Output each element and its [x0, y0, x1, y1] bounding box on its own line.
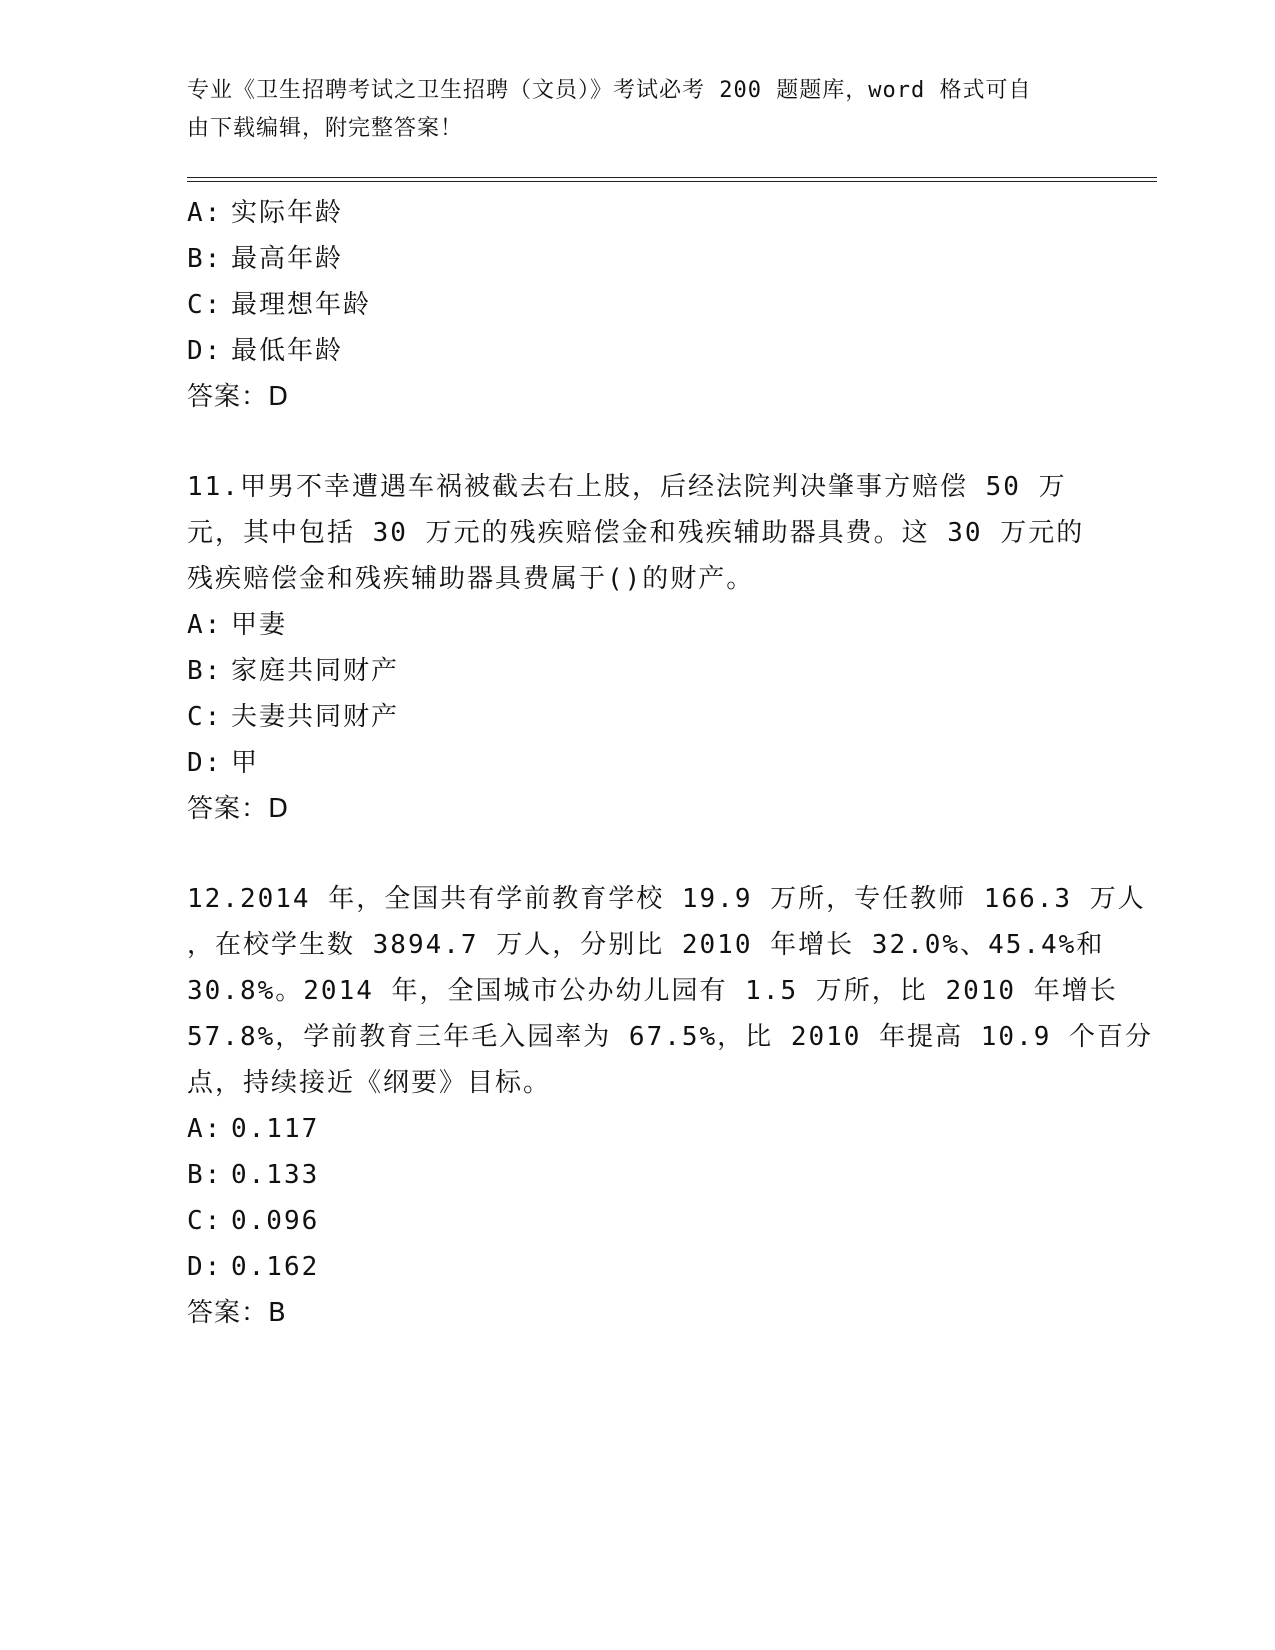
option-d — [187, 740, 1087, 786]
option-text: 0.162 — [231, 1252, 320, 1282]
option-d — [187, 1244, 1087, 1290]
option-text: 家庭共同财产 — [231, 656, 400, 686]
option-letter: D: — [187, 748, 223, 778]
answer-line: 答案：D — [187, 382, 290, 412]
question-stem-line: ，在校学生数 3894.7 万人，分别比 2010 年增长 32.0%、45.4%和 — [187, 930, 1105, 960]
option-a — [187, 190, 1087, 236]
question-stem — [187, 464, 1087, 602]
option-letter: D: — [187, 336, 223, 366]
question-11 — [187, 464, 1087, 832]
question-10-options — [187, 190, 1087, 420]
option-text: 最高年龄 — [231, 244, 344, 274]
option-letter: C: — [187, 1206, 223, 1236]
option-text: 最理想年龄 — [231, 290, 372, 320]
spacer — [187, 420, 1087, 464]
option-text: 最低年龄 — [231, 336, 344, 366]
option-c — [187, 694, 1087, 740]
answer-line: 答案：D — [187, 794, 290, 824]
option-text: 0.096 — [231, 1206, 320, 1236]
option-text: 甲 — [231, 748, 260, 778]
option-b — [187, 1152, 1087, 1198]
question-12 — [187, 876, 1154, 1336]
question-stem-line: 57.8%，学前教育三年毛入园率为 67.5%，比 2010 年提高 10.9 个百分 — [187, 1022, 1154, 1052]
header-line-2: 由下载编辑，附完整答案！ — [187, 116, 464, 141]
question-stem-line: 30.8%。2014 年，全国城市公办幼儿园有 1.5 万所，比 2010 年增长 — [187, 976, 1118, 1006]
option-b — [187, 236, 1087, 282]
question-stem-line: 残疾赔偿金和残疾辅助器具费属于()的财产。 — [187, 564, 755, 594]
option-text: 0.133 — [231, 1160, 320, 1190]
option-letter: A: — [187, 1114, 223, 1144]
option-text: 甲妻 — [231, 610, 288, 640]
option-d — [187, 328, 1087, 374]
question-stem-line: 点，持续接近《纲要》目标。 — [187, 1068, 552, 1098]
answer-line: 答案：B — [187, 1298, 287, 1328]
spacer — [187, 832, 1087, 876]
question-stem-line: 元，其中包括 30 万元的残疾赔偿金和残疾辅助器具费。这 30 万元的 — [187, 518, 1085, 548]
option-letter: C: — [187, 290, 223, 320]
option-b — [187, 648, 1087, 694]
option-letter: C: — [187, 702, 223, 732]
question-stem-line: 12.2014 年，全国共有学前教育学校 19.9 万所，专任教师 166.3 万人 — [187, 884, 1146, 914]
option-a — [187, 602, 1087, 648]
question-stem-line: 11.甲男不幸遭遇车祸被截去右上肢，后经法院判决肇事方赔偿 50 万 — [187, 472, 1067, 502]
header-line-1: 专业《卫生招聘考试之卫生招聘（文员）》考试必考 200 题题库，word 格式可自 — [187, 78, 1032, 103]
option-letter: B: — [187, 1160, 223, 1190]
option-text: 夫妻共同财产 — [231, 702, 400, 732]
option-letter: B: — [187, 656, 223, 686]
option-text: 0.117 — [231, 1114, 320, 1144]
header-divider — [187, 177, 1157, 182]
option-letter: A: — [187, 198, 223, 228]
question-stem — [187, 876, 1154, 1106]
option-letter: A: — [187, 610, 223, 640]
option-a — [187, 1106, 1087, 1152]
option-letter: D: — [187, 1252, 223, 1282]
option-letter: B: — [187, 244, 223, 274]
option-c — [187, 1198, 1087, 1244]
document-body — [187, 190, 1154, 1336]
document-header — [187, 72, 1087, 148]
option-c — [187, 282, 1087, 328]
option-text: 实际年龄 — [231, 198, 344, 228]
